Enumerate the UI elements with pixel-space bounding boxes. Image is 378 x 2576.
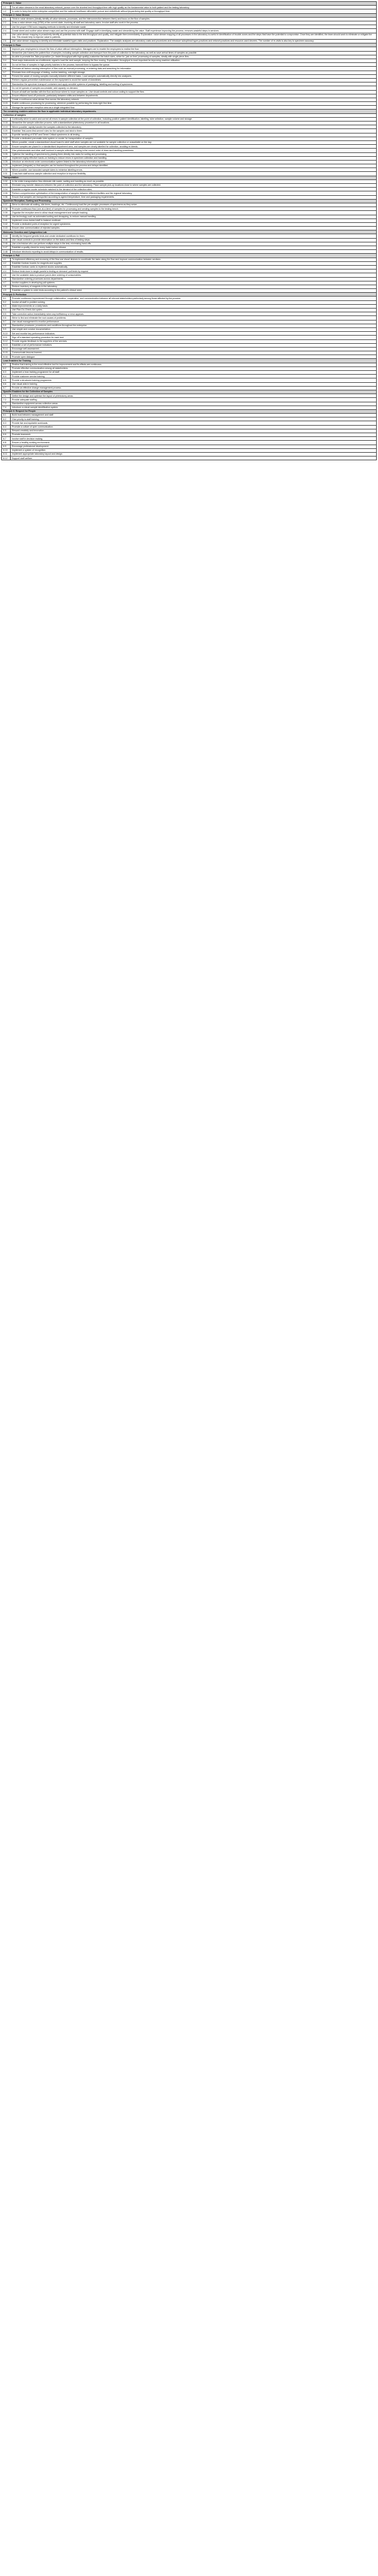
enabler-text: Eliminate long transfer distances between the point of collection and the laboratory. Place sample pick-up locations close to where samples are collected.	[11, 184, 377, 188]
enabler-row	[2, 457, 377, 460]
enabler-text: Use visual aids in training.	[11, 382, 377, 386]
enabler-number: 6.3	[2, 421, 11, 425]
enabler-number: 7.3	[2, 402, 11, 406]
enabler-number: 5.6	[2, 316, 11, 320]
enabler-text: Prevent the waste of moving samples manually between different tasks. Load samples automatically directly into analysers.	[11, 74, 377, 78]
enabler-number: 6.1	[2, 363, 11, 366]
enabler-number: 3.39	[2, 211, 11, 215]
enabler-text: Encourage self-assessment.	[11, 347, 377, 351]
enabler-text: Implement highly effective hands-on training to reduce errors in specimen collection and handling.	[11, 156, 377, 160]
enabler-number: 4.8	[2, 285, 11, 288]
enabler-text: Realise that training is the most effective tool for improvement and its effects are continuous.	[11, 363, 377, 366]
enabler-text: In the entire transportation flow eliminate idle waste, waiting and handling as much as possible.	[11, 179, 377, 183]
enabler-number: 6.1	[2, 414, 11, 417]
enabler-number: 6.5	[2, 378, 11, 382]
enabler-number: 2.4	[2, 29, 11, 33]
enabler-text: Promote open dialogue.	[11, 355, 377, 359]
enabler-number: 3.37	[2, 203, 11, 207]
enabler-text: Where possible, create a standardised visual board to alert staff when samples are not available for sample collection or unavailable on the day.	[11, 140, 377, 144]
section-title: Principle 6: Respect for People	[2, 409, 377, 413]
enabler-number: 3.12	[2, 90, 11, 94]
enabler-text: Promote continuous flow (one-at-a-time) of samples for processing and sending samples to the testing bench.	[11, 207, 377, 211]
enabler-number: 5.12	[2, 339, 11, 343]
enabler-number: 5.13	[2, 343, 11, 347]
enabler-text: Use value stream mapping to proactively identify all potential risks to the test throughput and quality, and mitigate them immediately. Explanation: value stream mapping of all processes in the laboratory is useful in identification of trouble zones and the steps that have the potential to compromise. Once they are identified, the team should work to eliminate or mitigate the risk. This should help to improve value to patients.	[11, 33, 377, 40]
enabler-number: 6.6	[2, 433, 11, 437]
enabler-text: Enable continuous processing for processing, wherever possible by performing the tests right first time.	[11, 102, 377, 106]
enabler-number: 3.20	[2, 129, 11, 133]
enabler-number: 6.4	[2, 425, 11, 429]
enabler-number: 5.1	[2, 297, 11, 300]
enabler-number: 3.38	[2, 207, 11, 211]
enabler-number: 3.3	[2, 55, 11, 59]
enabler-text: Establish 'first-come-first-served' rules for the samples and stick to them.	[11, 129, 377, 133]
enabler-row	[2, 33, 377, 40]
enabler-number: 3.18	[2, 122, 11, 125]
enabler-number: 3.27	[2, 156, 11, 160]
enabler-text: Use visual controls to provide information on the status and flow of testing steps.	[11, 238, 377, 242]
enabler-text: Where possible, rapidly transfer the samples collected to the laboratory.	[11, 125, 377, 129]
enabler-text: Promote a culture of open communication.	[11, 425, 377, 429]
enabler-text: Involve all staff in problem solving.	[11, 300, 377, 304]
enabler-text: Promote effective communication among all stakeholders.	[11, 366, 377, 370]
enabler-number: 1.1	[2, 6, 11, 9]
enabler-number: 3.13	[2, 94, 11, 98]
enabler-text: Communicate lessons learned.	[11, 351, 377, 355]
enabler-number: 1.2	[2, 9, 11, 13]
enabler-number: 3.41	[2, 218, 11, 222]
enabler-text: Use simple and concise documentation.	[11, 327, 377, 331]
enabler-text: Implement cross-trained staff to balance workload.	[11, 218, 377, 222]
enabler-number: 3.1	[2, 47, 11, 51]
enabler-text: Provide an effective change management process.	[11, 386, 377, 390]
enabler-number: 3.6	[2, 67, 11, 71]
enabler-number: 5.9	[2, 327, 11, 331]
enabler-number: 3.22	[2, 137, 11, 140]
enabler-number: 3.7	[2, 71, 11, 74]
enabler-number: 5.2	[2, 300, 11, 304]
enabler-text: To implement efficiency and economy of the flow use visual devices to coordinate the tasks along the flow and improve communication between sections.	[11, 258, 377, 261]
enabler-number: 6.5	[2, 429, 11, 433]
enabler-number: 5.11	[2, 336, 11, 339]
enabler-number: 3.17	[2, 117, 11, 121]
enabler-number: 3.9	[2, 78, 11, 82]
enabler-text: Reduce tests done in single panels to testing on demand, pull tests by request.	[11, 270, 377, 273]
enabler-number: 6.8	[2, 441, 11, 445]
enabler-number: 4.3	[2, 265, 11, 269]
enabler-text: Introduce an electronic order communication system linked to the laboratory information system.	[11, 160, 377, 164]
enabler-text: Promote continuous improvement through collaboration, cooperation, and communication between all relevant stakeholders particularly among those affected by the process.	[11, 297, 377, 300]
enabler-text: Perform comprehensive optimisation of the transportation of samples between different facilities and the regional laboratory.	[11, 191, 377, 195]
enabler-text: Define the design and optimise the layout of phlebotomy areas.	[11, 394, 377, 398]
enabler-number: 3.26	[2, 152, 11, 156]
enabler-number: 6.10	[2, 448, 11, 452]
enabler-number: 3.4	[2, 59, 11, 63]
enabler-text: Streamline (via Kaizen) the patient flow of samples, including sample collection and transport from the point of collection to the laboratory, as well as save arrival times of samples as possible.	[11, 51, 377, 55]
enabler-text: Implement a system of recognition.	[11, 448, 377, 452]
enabler-text: Implement appropriate laboratory layout and design.	[11, 452, 377, 456]
enabler-text: Eliminate time-shift stoppage of testing, routine batching, overnight storage.	[11, 71, 377, 74]
enabler-number: 3.34	[2, 188, 11, 191]
enabler-text: Provide a dedicated pneumatic tube system or courier for transportation of samples.	[11, 137, 377, 140]
enabler-number: 5.3	[2, 304, 11, 308]
enabler-text: Streamline the sample collection process, with a standardised phlebotomy procedure in all locations.	[11, 122, 377, 125]
enabler-number: 3.23	[2, 140, 11, 144]
enabler-number: 3.10	[2, 82, 11, 86]
enabler-text: Identify the frequent genetic tests and create dedicated workflows for them.	[11, 234, 377, 238]
enabler-text: Standardise the specimen transport containers and apply sensible systems of packaging, labelling and sorting of specimens.	[11, 82, 377, 86]
enabler-number: 5.4	[2, 309, 11, 312]
enabler-text: Use technology such as automated sorting and decapping, to reduce manual handling.	[11, 215, 377, 218]
enabler-number: 6.12	[2, 457, 11, 460]
enabler-number: 2.5	[2, 33, 11, 40]
enabler-text: Standardise equipment across collection areas.	[11, 402, 377, 406]
enabler-text: Establish a system to order tests according to the patient's clinical need.	[11, 289, 377, 293]
enabler-number: 3.33	[2, 184, 11, 188]
enabler-number: 3.45	[2, 238, 11, 242]
enabler-number: 4.7	[2, 281, 11, 285]
enabler-text: Create sheet and routine value stream maps and use the process with staff. Engage staff in identifying waste and streamlining the value. Staff experience improving the process, removes wasteful steps in services.	[11, 29, 377, 33]
enabler-number: 6.6	[2, 382, 11, 386]
enabler-number: 3.19	[2, 125, 11, 129]
enabler-text: Introduce a robust sample identification system.	[11, 406, 377, 409]
enabler-number: 2.2	[2, 21, 11, 25]
enabler-number: 6.9	[2, 445, 11, 448]
section-title: Principle 2: Value Stream	[2, 13, 377, 17]
enabler-text: Where possible, use barcoded sample tubes to minimise labelling errors.	[11, 168, 377, 172]
enabler-text: Introduce electronic reporting to avoid delays in communication of results.	[11, 250, 377, 254]
enabler-text: Use Plan-Do-Check-Act cycles.	[11, 309, 377, 312]
enabler-number: 3.14	[2, 98, 11, 101]
enabler-text: Support staff welfare.	[11, 457, 377, 460]
enabler-number: 3.16	[2, 106, 11, 110]
enabler-number: 3.43	[2, 227, 11, 230]
enabler-text: Cross train staff across sample collection and reception to improve flexibility.	[11, 172, 377, 176]
enabler-number: 3.15	[2, 102, 11, 106]
enabler-number: 4.4	[2, 270, 11, 273]
enabler-number: 5.15	[2, 351, 11, 355]
enabler-text: Optimise the handling of specimens by placing them directly into racks for sorting and processing.	[11, 152, 377, 156]
enabler-text: Provide regular feedback to the suppliers of the services.	[11, 339, 377, 343]
enabler-number: 4.6	[2, 277, 11, 281]
enabler-text: Implement (integrate) so that samples can be tracked throughout the process and delays identified.	[11, 164, 377, 168]
enabler-text: Involve suppliers in developing pull systems.	[11, 281, 377, 285]
enabler-text: Ensure clear communication of rejected samples.	[11, 227, 377, 230]
section-title: Specimen Reception, Sorting and Processing	[2, 199, 377, 203]
enabler-text: As able to promote the Take proposition (i.e. faster throughput with high quality) customise the batch sizes, strive for 'just on time' processing of samples, ideally with single piece flow.	[11, 55, 377, 59]
enabler-text: Establish a regular courier schedule matched to the demand of the collection sites.	[11, 188, 377, 191]
enabler-text: Strive to eliminate all waiting, idle times, backlogs, etc. Continuously load the pre-analytic processes of specimens as they arrive.	[11, 203, 377, 207]
enabler-text: Ensure a healthy working environment.	[11, 441, 377, 445]
enabler-text: Set and monitor key performance indicators.	[11, 332, 377, 336]
enabler-text: Create a continuous value stream flow across the laboratory network.	[11, 98, 377, 101]
enabler-number: 2.6	[2, 40, 11, 43]
section-title: Principle 4: Pull	[2, 254, 377, 258]
enabler-number: 3.35	[2, 191, 11, 195]
enabler-text: Establish Kanban cards to replenish stocks automatically.	[11, 265, 377, 269]
enabler-number: 3.21	[2, 133, 11, 137]
enabler-text: Ensure that samples are transported according to agreed temperature, time and packaging requirements.	[11, 195, 377, 199]
enabler-text: Build trust between management and staff.	[11, 414, 377, 417]
enabler-text: Reward creativity and innovation.	[11, 429, 377, 433]
enabler-text: Continually strive to catch and correct all errors in sample collection at the point of collection, including positive patient identification, labelling, tube selection, sample volume and storage.	[11, 117, 377, 121]
enabler-number: 4.5	[2, 273, 11, 277]
enabler-number: 3.36	[2, 195, 11, 199]
enabler-text: Think in value streams (ideally identify all value streams, processes, and the interconnection between them) and focus on the flow of samples.	[11, 17, 377, 21]
enabler-text: Give priority to staff training.	[11, 417, 377, 421]
enabler-text: Ensure samples are placed in a standardised department area, and samples are clearly labelled for collection, avoiding re-bleeds.	[11, 145, 377, 149]
enabler-number: 3.25	[2, 149, 11, 152]
enabler-text: Promote teamwork.	[11, 433, 377, 437]
enabler-number: 3.40	[2, 215, 11, 218]
enabler-text: Use the proper VSM icons mapping methods to identify and eliminate waste.	[11, 25, 377, 29]
subsection-title: Collection of samples	[2, 113, 377, 117]
enabler-text: Establish Kanban boards for reagents and supplies.	[11, 261, 377, 265]
enabler-text: Provide fair and equitable workloads.	[11, 421, 377, 425]
section-title: Specific Enablers for the Collection of Samples	[2, 390, 377, 394]
enabler-text: Ensure efficient hand-off protocols, particularly between shifts and between departments.	[11, 94, 377, 98]
enabler-number: 6.2	[2, 366, 11, 370]
enabler-number: 3.5	[2, 63, 11, 67]
enabler-number: 7.1	[2, 394, 11, 398]
enabler-text: Establish a quality check for every batch before release.	[11, 246, 377, 250]
enabler-number: 6.2	[2, 417, 11, 421]
enabler-text: Involve staff in decision making.	[11, 437, 377, 441]
enabler-number: 3.8	[2, 74, 11, 78]
enabler-number: 3.44	[2, 234, 11, 238]
enabler-number: 4.9	[2, 289, 11, 293]
enabler-text: Establish a set of performance indicators.	[11, 343, 377, 347]
enabler-number: 3.32	[2, 179, 11, 183]
section-title: Molecular Genetics and Cytogenetics Lab	[2, 230, 377, 234]
enabler-number: 6.11	[2, 452, 11, 456]
enabler-text: Manage the specimen reception area as a single integrated flow.	[11, 106, 377, 110]
enabler-text: Do not let queues of samples accumulate; add capacity on demand.	[11, 86, 377, 90]
enabler-number: 3.31	[2, 172, 11, 176]
enabler-number: 3.47	[2, 246, 11, 250]
enabler-text: Give phlebotomists and other staff involved in sample collection training in the correct order of draw and handling procedures.	[11, 149, 377, 152]
enabler-text: Use value stream mapping to identify and eliminate wasteful hyper-visits and practices. Explanation: The analytic analyses are laboratory costs and procedures and introduce suboptimal hyper-practices and network practices and resource-used decrees. The number of re-visits is also key to specimen accuracy.	[11, 40, 377, 43]
enabler-number: 3.28	[2, 160, 11, 164]
enabler-number: 3.2	[2, 51, 11, 55]
enabler-text: Provide a dedicated point-of-reception for urgent specimens.	[11, 222, 377, 226]
enabler-number: 4.2	[2, 261, 11, 265]
enabler-text: Improve your employees to ensure the flow of value without interruption. Managers are to enable the employees to realise the flow.	[11, 47, 377, 51]
enabler-number: 5.14	[2, 347, 11, 351]
enabler-number: 5.5	[2, 312, 11, 316]
enabler-number: 7.4	[2, 406, 11, 409]
enabler-number: 6.7	[2, 386, 11, 390]
enabler-number: 4.1	[2, 258, 11, 261]
enabler-text: Treat major instruments as a bottleneck; signal to load the next sample, keeping the flow moving. Explanation: throughput is most important for improving machine utilisation.	[11, 59, 377, 63]
enabler-number: 3.42	[2, 222, 11, 226]
enabler-text: Standardise ordering processes across departments.	[11, 277, 377, 281]
enabler-text: Standardise processes, procedures and conditions throughout the enterprise.	[11, 324, 377, 327]
enabler-text: Sign off a standard operating procedure for each test.	[11, 336, 377, 339]
enabler-number: 7.2	[2, 398, 11, 402]
enabler-text: Expedite handling of STAT and Timed Critical specimens to all testing.	[11, 133, 377, 137]
section-title: Principle 1: Value	[2, 2, 377, 6]
enabler-number: 3.24	[2, 145, 11, 149]
enabler-text: Strive to find and eliminate the root causes of problems.	[11, 316, 377, 320]
enabler-number: 3.48	[2, 250, 11, 254]
enabler-number: 2.1	[2, 17, 11, 21]
enabler-text: Take corrective action immediately when any inefficiency or error appears.	[11, 312, 377, 316]
enabler-text: Provide a structured training programme.	[11, 378, 377, 382]
enabler-text: Use a technician who can perform multiple steps in the test, minimising hand-offs.	[11, 242, 377, 246]
enabler-text: Ensure all staff are familiar with the flow and know where to move samples on. Use visual controls and colour coding to support the flow.	[11, 90, 377, 94]
section-title: Principle 5: Perfection	[2, 293, 377, 297]
enabler-text: Encourage professional development.	[11, 445, 377, 448]
enabler-text: Draw a value stream map (VSM) of the current state, involving all staff and laboratory users. Involve staff who work in the process.	[11, 21, 377, 25]
enabler-number: 6.4	[2, 375, 11, 378]
principles-table	[1, 1, 377, 460]
enabler-number: 3.30	[2, 168, 11, 172]
enabler-text: In order to keep the entire enterprise competitive and the national healthcare affordable pursue and redistribute without jeopardising test quality or throughput time.	[11, 9, 377, 13]
enabler-number: 3.46	[2, 242, 11, 246]
section-title: Lean Enablers for Training	[2, 359, 377, 363]
enabler-text: Eliminate all factors causing interruption of flow such as manual processing, re-entering data and searching for information.	[11, 67, 377, 71]
enabler-text: Make improvements on a daily basis.	[11, 304, 377, 308]
section-title: Principle 3: Flow	[2, 43, 377, 47]
enabler-text: Implement a lean training programme for all staff.	[11, 371, 377, 375]
enabler-number: 6.7	[2, 437, 11, 441]
enabler-number: 3.29	[2, 164, 11, 168]
enabler-text: Organise the reception area to allow visual management and sample tracking.	[11, 211, 377, 215]
enabler-number: 5.8	[2, 324, 11, 327]
enabler-text: Do not let flow of samples in high-priority batches in the process; transmit them to bypass the queue.	[11, 63, 377, 67]
enabler-number: 2.3	[2, 25, 11, 29]
enabler-text: Reduce inventory of reagents in the laboratory.	[11, 285, 377, 288]
enabler-text: Provide adequate staffing.	[11, 398, 377, 402]
enabler-number: 6.3	[2, 371, 11, 375]
enabler-number: 5.16	[2, 355, 11, 359]
section-title: Transportation	[2, 176, 377, 179]
enabler-text: Perform regular preventive maintenance on the equipment to avoid the waste of downtimes.	[11, 78, 377, 82]
section-title: The remaining enablers address the flow in applicable individual laboratory departments.	[2, 110, 377, 113]
enabler-text: For all value streams in the renal laboratory network, pursue over the shortest test throughput time with high quality as the fundamental value to both patient and the testing laboratory.	[11, 6, 377, 9]
enabler-text: Provide customer service training.	[11, 375, 377, 378]
enabler-number: 5.10	[2, 332, 11, 336]
enabler-number: 5.7	[2, 320, 11, 324]
principles-table-body	[2, 2, 377, 460]
enabler-text: Use visual management to monitor performance.	[11, 320, 377, 324]
enabler-text: Use the available data to produce just-in-time ordering of consumables.	[11, 273, 377, 277]
enabler-number: 3.11	[2, 86, 11, 90]
principles-document	[1, 1, 377, 460]
